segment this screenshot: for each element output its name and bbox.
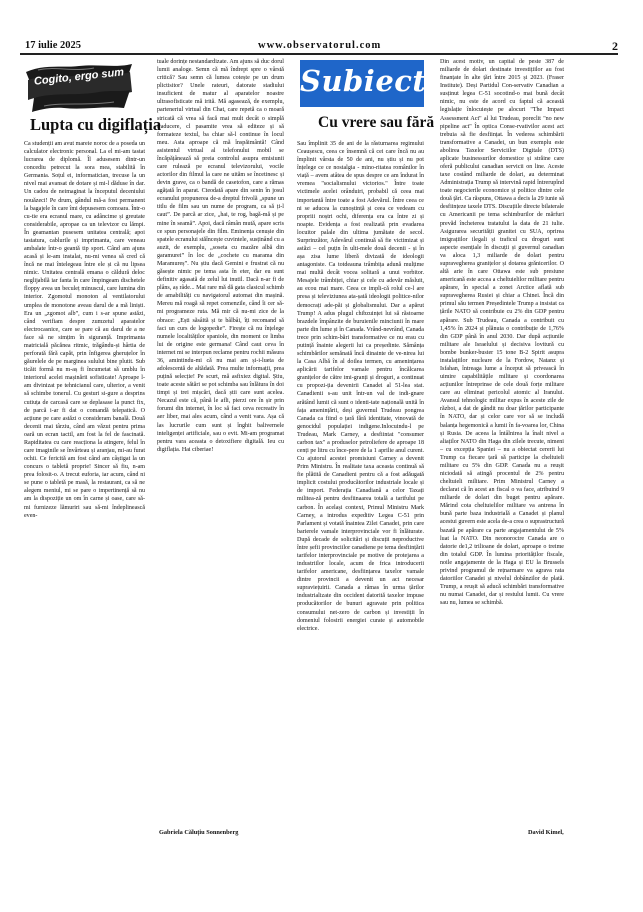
- header-rule: [20, 53, 618, 55]
- right-article-text-2: Din acest motiv, un capital de peste 387 de miliarde de dolari destinate investițiilor au fost finanțate în alte țări între 2015 și 2023. (Fraser Institute). Deși Partidul Con-servativ Canadian a susținut legea C-51 socotind-o mai bună decât nimic, nu este de acord cu faptul că această legislație înlocuiește pe alocuri "The Impact Assessment Act" al lui Trudeau, poreclit "no new pipeline act" În optica Conse-rvativilor acest act trebuia să fie desființat. În vederea schimbării transformative a Canadei, un bun exemplu este abolirea Taxelor Serviciilor Digitale (DTS) aplicate businessurilor domestice și străine care oferă publicului canadian servicii on line. Aceste taxe costând miliarde de dolari, au determinat Administrația Trump să intervină rapid întrerupînd toate negocierile economice și politice dintre cele două țări. Ca răspuns, Ottawa a decis la 29 iunie să desființeze taxele DTS. Discuțiile directe bilaterale cu Americanii pe tema schimburilor de mărfuri prevăd încheierea tratatului la data de 21 iulie. Asigurarea securității granitei cu SUA, oprirea imigrațiilor ilegali și traficul cu droguri sunt aspecte esențiale în discuții și guvernul canadian va aloca 1,3 miliarde de dolari pentru supravegherea granițelor și dotarea grănicerilor. O altă arie în care Ottawa este sub presiune americană este accea a cheltuielilor militare pentru apărare, în special a zonei Arctice aflată sub supravegherea Rusiei și chiar a Chinei. Încă din primul său termen Președintele Trump a insistat ca țările NATO să contribuie cu 2% din GDP pentru apărare. Sub Trudeau, Canada a contribuit cu 1,45% în 2024 și plănuia o contribuție de 1,76% din GDP până în anul 2030. Dar după acțiunile militare ale Israelului și decisiva lovitură cu bombe bunker-buster 15 tone B-2 Spirit asupra instalațiilor nucleare de la Fordow, Natanz și Isfahan, întreaga lume a început să privească în uimire capabilitățile militare și coordonarea acțiunilor întreprinse de cele două forțe militare care au eliminat pericolul atomic al Iranului. Avansul tehnologic militar expus în aceste zile de război, a dat de gândit nu doar țărilor participante în NATO, dar și celor care vor să se includă balanța hegemonică a lumii în fa-voarea lor, China și Rusia. De aceea la întâlnirea la înalt nivel a aliaților NATO din Haga din zilele trecute, nimeni – cu excepția Spaniei – nu a obiectat cererii lui Trump ca fiecare țară să participe la cheltuieli militare cu 5% din GDP. Canada nu a reușit niciodată să atingă procentul de 2% pentru cheltuieli militare. Prim Ministrul Carney a declarat că în acest an fiscal o va face, atribuind 9 miliarde de dolari din buget pentru apărare. Mărind cota cheltuielilor militare va antrena în bună parte baza industrială a Canadei și planul acestui guvern este acela de-a crea o suprastructură bazată pe apărare ca parte angajamentului de 5% luat la NATO. Din neonorocire Canada are o datorie de1,2 trilioane de dolari, aproape o treime din totalul GDP. În lumina priorităților fiscale, noile angajamente de la Haga și EU la Brussels privind programul de rețnarmare va agrava rata datoriilor Canadei și nivelul dobânzilor de plată. Trump, a reușit să aducă schimbări transformative nu numai Canadei, dar și restului lumii. Cu vrere sau nu, lumea se schimbă.: [440, 59, 564, 607]
- column-label-subiectiv: Subiectiv: [300, 64, 456, 98]
- right-article-title: Cu vrere sau fără: [318, 114, 435, 131]
- page-number: 2: [612, 39, 618, 53]
- left-article-column-2: [157, 58, 284, 454]
- left-article-text-1: Ca studenții am avut mareie noroc de a poseda un calculator electronic personal. La el mi-am tastat lucrarea de diplomă. Îl adusesem dintr-un concediu petrecut la sora mea, stabilită în Germania. Soțul ei, informatician, trecuse la un nivel mai avansat de dotare și mi-l dăduse în dar. Un cadou de neimaginat la începutul deceniului nouăzeci! Pe drum, gândul mă-a fost permanent la bagajele în care îmi depusesem comoara. Într-o cu-tie era ecranul mare, cu adâncime și greutate considerabile, apropae ca un televizor cu lămpi. În geamantan pusesem unitatea centrală; apoi tastatura, cablurile și imprimanta, care veneau ambalate într-o geantă tip sport. Când am ajuns acasă și le-am instalat, nu-mi venea să cred că încă ne mai întelegeau între ele și că nu lipsea nimic. Unitatea centrală emana o căldură deloc neglijabilă iar fanta în care împingeam dischetele floppy avea un beculeț minuscul, care lumina din interior. Zgomotul monoton al ventilatorului umplea de monotone aveau darul de a mă liniști. Era un „zgomot alb”, cum i s-ar spune astăzi, când verifiam despre zumzetul aparatelor electrocasnice, care se pare că au darul de a ne face să ne simțim în siguranță. Imprimanta matricială păcănea ritmic, trăgându-și hârtia de perforată fără capăt, prin înfigerea gheruțelor în găurelele de pe marginea sulului bine plutit. Sub ticăit formă nu m-aș fi încumetat să umblu în interiorul acelei mașinării sofisticate! Aproape l-am divinizat pe tehnicianul care, ulterior, a venit să schimbe tonerul. Cu gesturi si-gure a desprins cutiuța de carcasă care se deplasase la punct fix, de parcă i-ar fi dat o comandă telepatică. O acțiune pe care astăzi o consideram banală. Două decenii mai târziu, când am văzut pentru prima oară un ecran tactil, am fost la fel de fascinată. Rapiditatea cu care reacționa la atingere, felul în care imaginile se învârteau și aranjau, mi-au furat ochii. Ce fericită am fost când am câștigat la un concurs o tabletă proprie! Sincer să fiu, n-am prea folosit-o. A trecut euforia, iar acum, când ni se pune o tabletă pe masă, la restaurant, ca să ne alegem meniul, mi se pare o impertinență să nu am la dispoziție un om în carne și oase, care să-mi furnizeze lămuriri sau să-mi îndeplinească even-: [24, 141, 145, 519]
- left-article-text-2: tuale dorințe nestandardizate. Am ajuns să duc dorul lumii analoge. Semn că mă îndrept spre o vârstă critică? Sau semn că lumea cotește pe un drum plictisitor? Unele rateuri, datorate stadiului insuficient de matur al aparatelor noastre ultrasofisticate mă irită. Mă agasează, de exemplu, parteneriul virtual din Chat, care repetă ca o moară stricată că vrea să facă mai mult decât o simplă traducere, cl pasamite vrea să editeze și să formateze textul, ba chiar să-l continue în locul meu. Asta aproape că mă înspăimântă! Când asistentul virtual al telefonului mobil se încăpățânează să preia controlul asupra emisiunii care rulează pe ecranul televizorului, vocile actorilor din filmul la care ne uităm se încetinesc și devin grave, ca o bandă de casetofon, care a rămas agățată în aparat. Cteodată apare din senin în josul ecranului propunerea de-a dreptul frivolă „spune un titlu de film sau un nume de program, ca să ți-l caut”. De parcă ar zice, „hai, te rog, bagă-mă și pe mine în seamă”. Apoi, dacă râmân mută, apare scris ce spun personajele din film. Eminența cenușie din spatele ecranului stăîncește cuvintele, susținând cu a auzit, de exemplu, „soseta cu mazăre albă din garamurei” în loc de „cochete cu marama din Maramureș”. Nu știu dacă Gemini e frustrat că nu găsește nimic pe tema asta în eter, dar eu sunt definitiv agasată de zelul lui inutil. Dacă n-ar fi de plâns, aș râde... Mai rare mă dă gata clasicul schimb de amabilități cu navigatorul automat din mașină. Mereu mă roagă să repet comenzile, când îi cer să-mi programeze ruta. Mă mir că nu-mi zice de la obrace: „Ești săsâită și te bâlbâi, îți recomand să faci un curs de logopedie”. Firește că nu înțelege numele localităților spaniole, din moment ce limba lui de origine este germana! Când caut ceva în internet mi se interpun reclame pentru rochii măsura 36, amintindu-mi că nu mai am și-i-lueta de adolescentă de altădată. Prea multe informații, prea puțină selecție! Pe scurt, mă asfixiez digital. Știu, toate aceste sătări se pot schimba sau înlătura în doi timpi și trei mișcări, dacă știi care sunt acelea. Necazul este că, până le afli, pierzi ore în șir prin forumi din internet, în loc să faci ceva recreativ în aer liber, mai ales acum, când a venit vara. Așa că las lucrurile cum sunt și înghit balivernele inteligenței artificiale, sau o evit. Mi-am programat pentru vara aceasta o detoxifiere digitală. Ieu cu digiflația. Hai ciberiae!: [157, 59, 284, 453]
- left-article-title: Lupta cu digiflația: [30, 115, 162, 134]
- left-article-signature: Gabriela Căluțiu Sonnenberg: [159, 829, 239, 836]
- column-label-cogito: Cogito, ergo sum: [33, 66, 125, 88]
- right-article-column-2: [440, 58, 564, 607]
- right-article-column-1: [297, 140, 424, 633]
- right-article-signature: David Kimel,: [528, 829, 564, 836]
- left-article-column-1: [24, 140, 145, 520]
- header-rule-end: [604, 43, 618, 55]
- right-article-text-1: Sau împlinit 35 de ani de la răsturnarea regimului Ceaușescu, ceea ce însemnă că cei care încă nu au împlinit vârsta de 50 de ani, nu știu și nu pot înțelege ce ce nostalgia - mino-ritatea românilor în viață – avem atâtea de spus despre ce am îndurat în vremea "socialismului victorios." Între toate victimele acelei orânduiri, probabil că ceea mai importantă între toate a fost Adevărul. Între ceea ce ni se aducea la cunoștință și ceea ce vedeam cu propriii noștri ochi, diferența era ca între zi și noapte. Evidența a fost realizată prin evadarea locuitor palale din ultima jumătate de secol. Surprinzător, Adevărul continuă să fie victimizat și astăzi – cel puțin în ulti-mele două decenii - și în așa zisa lume liberă divizată de ideologii antagoniste. Ca totdeauna trâmbița adună mulțime mai multă decât vocea solitară a unui vorbitor. Mesajele trâmbiței, chiar și cele cu adevăr măsluit, au ecou mai mare. Ceea ce impli-că rolul ce-l are presa și televiziunea ata-șată ideologii politice-nilor democrați ade-păi și globalismului. Dar a apărut Trump! A adus plugul chibzuinței lui să răstoarne brazdele împânzite de buruienile minciunii în mare parte din lume și în Canada. Vrând-nevrând, Canada trece prin schim-bări transformative ce nu erau cu putință înainte alegerii lui ca președinte. Sămânța schimbărilor semănată încă dinainte de ve-nirea lui la Casa Albă în al doilea termen, cu amenințarea aplicării tarifelor vamale pentru încălcarea granițelor de către imi-granți și droguri, a continuat cu propozi-ția devenirii Canadei al 51-lea stat. Canadienii s-au unit într-un val de indi-gnare arătând lumii că sunt o identi-tate națională unită în fața amenințării, deși guvernul Trudeau pongrea Canada ca fiind o țară fără identitate, vinovată de genocidul populației indigene.Inlocuindu-l pe Trudeau, Mark Carney, a desfiintat "consumer carbon tax" a produselor petroliefere de aproape 18 cenți pe litru cu înce-pere de la 1 aprilie anul curent. Cu ajutorul acestei promisiuni Carney a devenit Prim Ministru. În realitate taxa aceasta continuă să fie plătită de Canadieni pentru că a fost adăugată implicit costului producătorilor industriale locale și de import. Federația Canadiană a celor Taxați militea-ză pentru desfiinaarea totală a tarifului pe carbon. În același context, Primul Ministru Mark Carney, a introdus expeditiv Legea C-51 prin Parlament și votată înaintea Zilei Canadei, prin care barierele vamale interprovinciale vor fi înlăturate. După decade de solicitări și discuții neproductive între șefii provinciilor canadiene pe tema desființării tarifelor interprovinciale pe motive de protejarea a industriilor locale, acum de frica introducerii tarifelor americane, desființarea taxelor vamale dintre provincii a devenit un act necesar supraviețuirii. Canada a rămas în urma țărilor industrializate din occident datorită taxelor impuse producătorilor de bunuri agravate prin politica consumului net-zero de carbon și investiții în domeniul folosirii energiei curate și automobile electrice.: [297, 141, 424, 632]
- issue-date: 17 iulie 2025: [25, 40, 82, 51]
- website-url: www.observatorul.com: [258, 40, 382, 51]
